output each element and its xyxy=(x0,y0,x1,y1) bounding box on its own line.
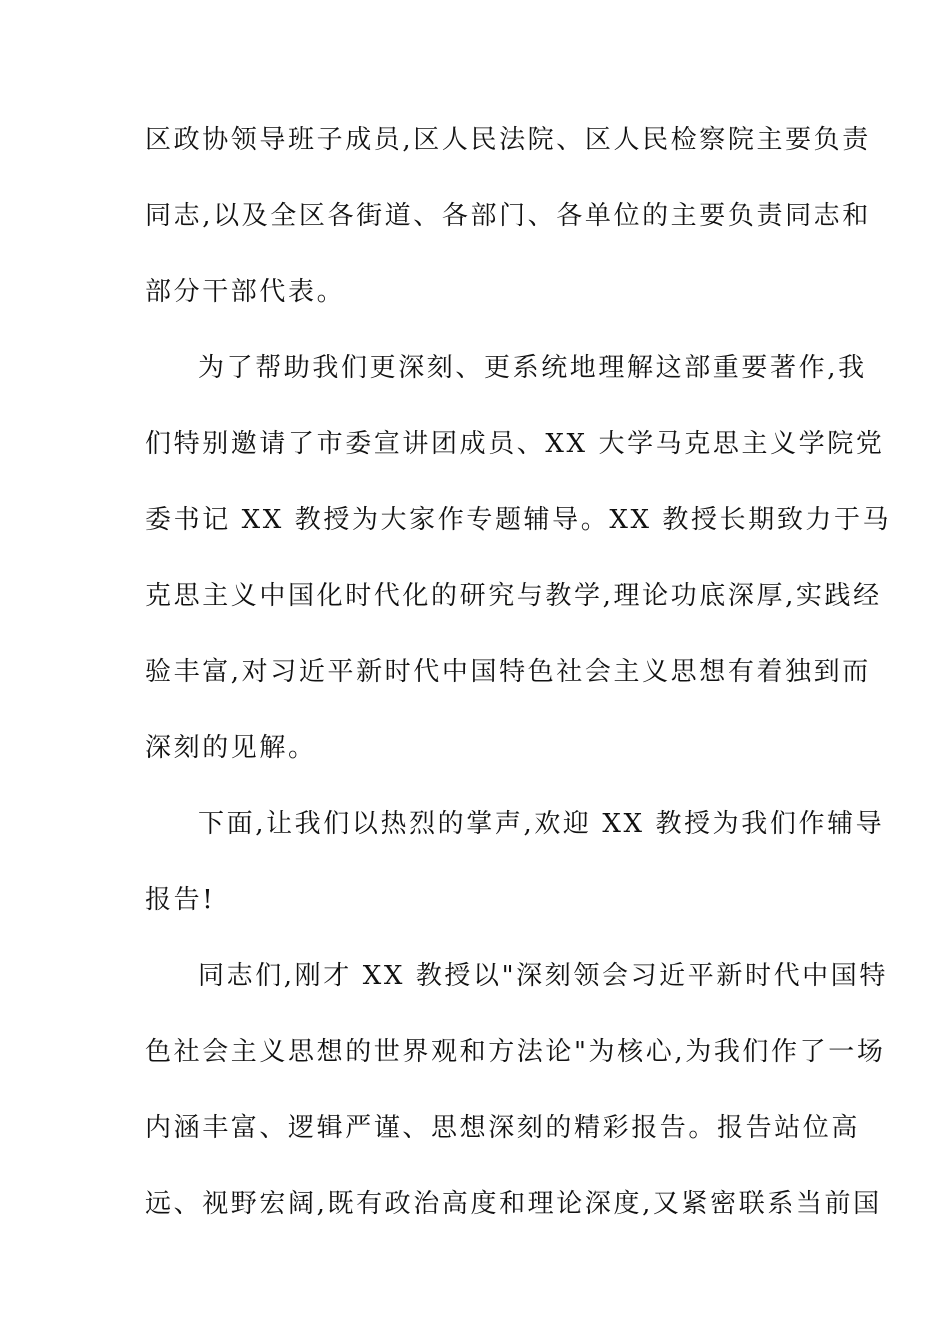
text-line: 同志,以及全区各街道、各部门、各单位的主要负责同志和 xyxy=(145,201,871,231)
text-line: 验丰富,对习近平新时代中国特色社会主义思想有着独到而 xyxy=(145,657,871,687)
text-line: 报告! xyxy=(145,885,216,915)
text-line: 色社会主义思想的世界观和方法论"为核心,为我们作了一场 xyxy=(145,1037,886,1067)
text-line: 深刻的见解。 xyxy=(145,733,317,763)
text-line: 们特别邀请了市委宣讲团成员、XX 大学马克思主义学院党 xyxy=(145,429,885,459)
text-line: 部分干部代表。 xyxy=(145,277,346,307)
paragraph-first-line: 下面,让我们以热烈的掌声,欢迎 XX 教授为我们作辅导 xyxy=(198,809,885,839)
paragraph-first-line: 同志们,刚才 XX 教授以"深刻领会习近平新时代中国特 xyxy=(198,961,888,991)
paragraph-first-line: 为了帮助我们更深刻、更系统地理解这部重要著作,我 xyxy=(198,353,867,383)
text-line: 克思主义中国化时代化的研究与教学,理论功底深厚,实践经 xyxy=(145,581,882,611)
text-line: 区政协领导班子成员,区人民法院、区人民检察院主要负责 xyxy=(145,125,871,155)
text-line: 远、视野宏阔,既有政治高度和理论深度,又紧密联系当前国 xyxy=(145,1189,882,1219)
text-line: 委书记 XX 教授为大家作专题辅导。XX 教授长期致力于马 xyxy=(145,505,892,535)
text-line: 内涵丰富、逻辑严谨、思想深刻的精彩报告。报告站位高 xyxy=(145,1113,861,1143)
